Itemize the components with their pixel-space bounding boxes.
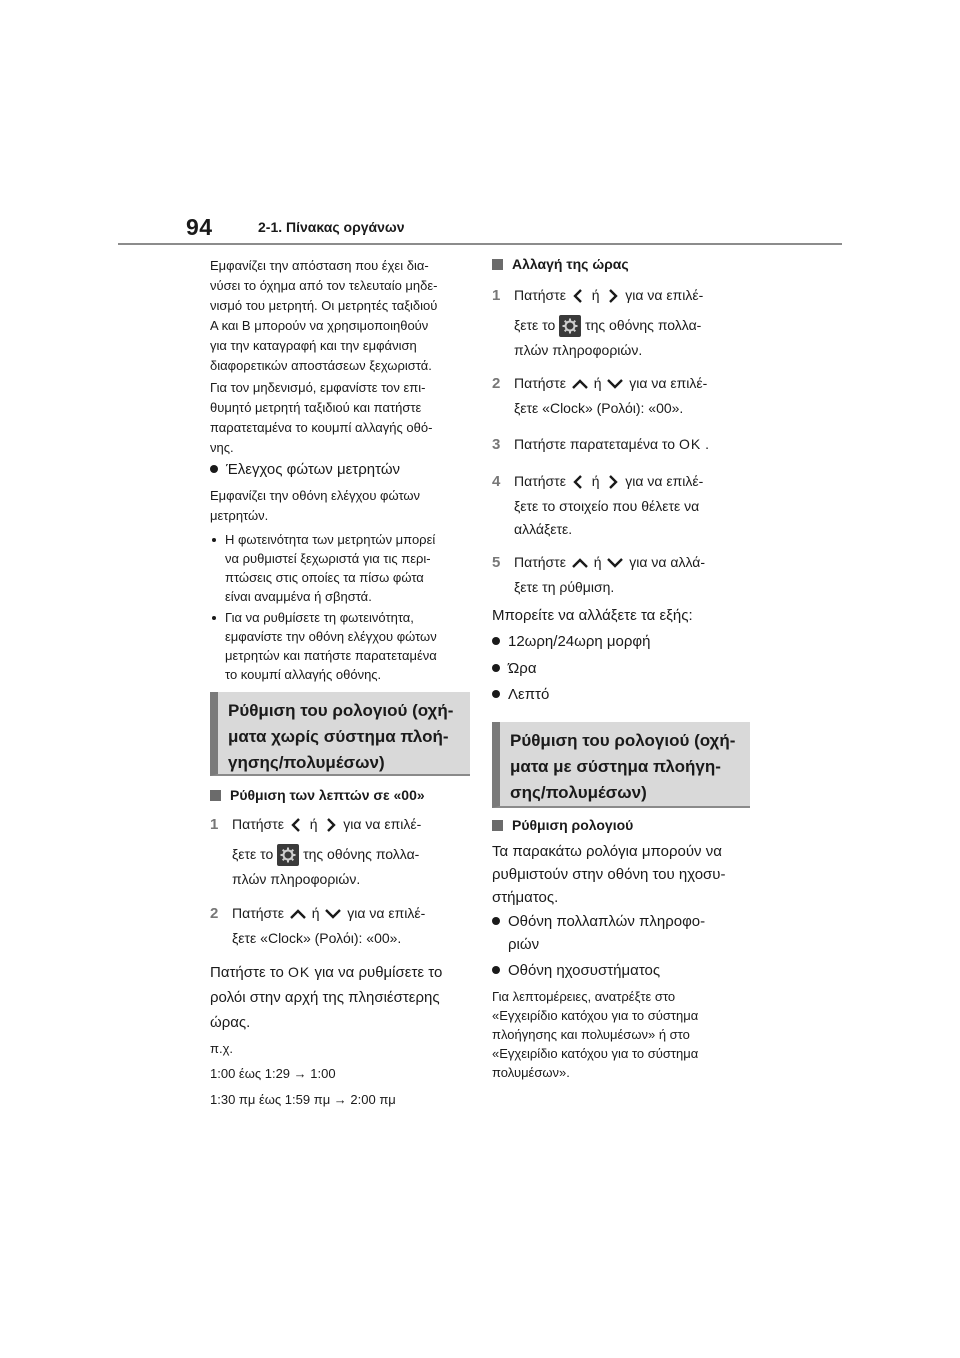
step-text: Πατήστε bbox=[232, 905, 284, 921]
step-text: της οθόνης πολλα- bbox=[303, 846, 420, 862]
right-step-3 bbox=[492, 433, 754, 459]
text-line: στήματος. bbox=[492, 889, 559, 906]
step-text: για να επιλέ- bbox=[629, 375, 708, 391]
step-text: αλλάξετε. bbox=[514, 521, 573, 537]
step-text: ξετε «Clock» (Ρολόι): «00». bbox=[232, 930, 402, 946]
bullet-audio-display bbox=[492, 959, 660, 982]
chevron-right-icon bbox=[603, 473, 621, 491]
box-title-line: Ρύθμιση του ρολογιού (οχή- bbox=[510, 731, 736, 750]
text-line: είναι αναμμένα ή σβηστά. bbox=[225, 589, 372, 604]
text-line: διαφορετικών αποστάσεων ξεχωριστά. bbox=[210, 358, 432, 373]
text-line: νισμό του μετρητή. Οι μετρητές ταξιδιού bbox=[210, 298, 438, 313]
bullet-dot bbox=[492, 664, 500, 672]
text-line: Για λεπτομέρειες, ανατρέξτε στο bbox=[492, 989, 676, 1004]
text-line: Η φωτεινότητα των μετρητών μπορεί bbox=[225, 532, 436, 547]
text-line: μετρητών και πατήστε παρατεταμένα bbox=[225, 648, 437, 663]
step-text: για να επιλέ- bbox=[343, 816, 422, 832]
chevron-right-icon bbox=[321, 816, 339, 834]
text-line: Εμφανίζει την οθόνη ελέγχου φώτων bbox=[210, 488, 421, 503]
example-1: 1:00 έως 1:29 → 1:00 bbox=[210, 1066, 336, 1081]
bullet-dot bbox=[492, 966, 500, 974]
step-text: Πατήστε bbox=[232, 816, 284, 832]
section-box-clock-no-nav bbox=[210, 692, 470, 776]
step-text: Πατήστε bbox=[514, 287, 566, 303]
sub-bullet-2 bbox=[212, 608, 437, 684]
step-text: για να επιλέ- bbox=[347, 905, 426, 921]
subsection-minutes-00 bbox=[210, 787, 425, 803]
text-line: ρολόι στην αρχή της πλησιέστερης bbox=[210, 989, 440, 1006]
step-text: ξετε το bbox=[514, 317, 556, 333]
text-line: «Εγχειρίδιο κατόχου για το σύστημα bbox=[492, 1046, 699, 1061]
clocks-description bbox=[492, 840, 754, 909]
box-title-line: ματα με σύστημα πλοήγη- bbox=[510, 757, 721, 776]
bullet-12-24 bbox=[492, 630, 650, 653]
text-line: για να ρυθμίσετε το bbox=[314, 964, 443, 981]
section-box-clock-with-nav bbox=[492, 722, 750, 808]
text-line: Πατήστε το bbox=[210, 964, 284, 981]
box-title-line: ματα χωρίς σύστημα πλοή- bbox=[228, 727, 449, 746]
square-marker-icon bbox=[492, 820, 503, 831]
bullet-text: 12ωρη/24ωρη μορφή bbox=[508, 633, 651, 650]
settings-gear-icon bbox=[559, 315, 581, 337]
step-text: . bbox=[705, 436, 709, 452]
text-line: πτώσεις στις οποίες τα πίσω φώτα bbox=[225, 570, 424, 585]
meter-light-description bbox=[210, 486, 420, 526]
sub-bullet-1 bbox=[212, 530, 435, 606]
subsection-clock-setting bbox=[492, 817, 633, 833]
step-text: ή bbox=[591, 473, 600, 489]
step-text: Πατήστε bbox=[514, 375, 566, 391]
step-number: 4 bbox=[492, 473, 501, 490]
chevron-left-icon bbox=[288, 816, 306, 834]
chevron-down-icon bbox=[605, 555, 625, 571]
bullet-meter-light-control bbox=[210, 458, 400, 481]
step-text: ή bbox=[309, 816, 318, 832]
bullet-text: Λεπτό bbox=[508, 686, 550, 703]
bullet-dot bbox=[210, 465, 218, 473]
step-number: 2 bbox=[210, 905, 219, 922]
step-text: ξετε το bbox=[232, 846, 274, 862]
text-line: θυμητό μετρητή ταξιδιού και πατήστε bbox=[210, 400, 422, 415]
subsection-title: Ρύθμιση ρολογιού bbox=[512, 817, 634, 833]
subsection-title: Αλλαγή της ώρας bbox=[512, 256, 629, 272]
bullet-text: ριών bbox=[508, 936, 540, 953]
text-line: Για τον μηδενισμό, εμφανίστε τον επι- bbox=[210, 380, 426, 395]
chevron-right-icon bbox=[603, 287, 621, 305]
example-label: π.χ. bbox=[210, 1041, 234, 1056]
step-text: της οθόνης πολλα- bbox=[585, 317, 702, 333]
step-text: για να αλλά- bbox=[629, 554, 706, 570]
step-number: 1 bbox=[492, 287, 501, 304]
text-line: για την καταγραφή και την εμφάνιση bbox=[210, 338, 417, 353]
chevron-up-icon bbox=[570, 555, 590, 571]
step-number: 3 bbox=[492, 436, 501, 453]
step-text: ξετε το στοιχείο που θέλετε να bbox=[514, 498, 700, 514]
text-line: νύσει το όχημα από τον τελευταίο μηδε- bbox=[210, 278, 438, 293]
text-line: εμφανίστε την οθόνη ελέγχου φώτων bbox=[225, 629, 437, 644]
chevron-down-icon bbox=[323, 906, 343, 922]
bullet-minute bbox=[492, 683, 549, 706]
bullet-hour bbox=[492, 657, 537, 680]
sub-bullet-dot bbox=[212, 616, 216, 620]
text-line: A και B μπορούν να χρησιμοποιηθούν bbox=[210, 318, 429, 333]
chevron-up-icon bbox=[288, 906, 308, 922]
chevron-left-icon bbox=[570, 473, 588, 491]
step-text: για να επιλέ- bbox=[625, 287, 704, 303]
page-number: 94 bbox=[186, 214, 213, 240]
bullet-dot bbox=[492, 917, 500, 925]
text-line: Εμφανίζει την απόσταση που έχει δια- bbox=[210, 258, 429, 273]
text-line: ώρας. bbox=[210, 1014, 251, 1031]
bullet-dot bbox=[492, 637, 500, 645]
ok-instruction bbox=[210, 960, 472, 1035]
step-text: ή bbox=[593, 375, 602, 391]
box-title-line: γησης/πολυμέσων) bbox=[228, 753, 385, 772]
square-marker-icon bbox=[210, 790, 221, 801]
square-marker-icon bbox=[492, 259, 503, 270]
text-line: Για να ρυθμίσετε τη φωτεινότητα, bbox=[225, 610, 414, 625]
step-text: πλών πληροφοριών. bbox=[514, 342, 643, 358]
text-line: νης. bbox=[210, 440, 234, 455]
text-line: παρατεταμένα το κουμπί αλλαγής οθό- bbox=[210, 420, 433, 435]
chevron-left-icon bbox=[570, 287, 588, 305]
text-line: ρυθμιστούν στην οθόνη του ηχοσυ- bbox=[492, 866, 726, 883]
text-line: πλοήγησης και πολυμέσων» ή στο bbox=[492, 1027, 690, 1042]
left-step-2 bbox=[210, 902, 472, 952]
example-2: 1:30 πμ έως 1:59 πμ → 2:00 πμ bbox=[210, 1092, 396, 1107]
bullet-text: Οθόνη πολλαπλών πληροφο- bbox=[508, 913, 706, 930]
chapter-title: 2-1. Πίνακας οργάνων bbox=[258, 219, 405, 235]
step-number: 2 bbox=[492, 375, 501, 392]
header-rule bbox=[118, 243, 842, 245]
right-step-5 bbox=[492, 551, 754, 601]
reset-description bbox=[210, 378, 472, 458]
step-text: Πατήστε bbox=[514, 554, 566, 570]
text-line: μετρητών. bbox=[210, 508, 269, 523]
text-line: πολυμέσων». bbox=[492, 1065, 570, 1080]
step-number: 5 bbox=[492, 554, 501, 571]
can-change-label: Μπορείτε να αλλάξετε τα εξής: bbox=[492, 607, 693, 624]
step-text: ξετε «Clock» (Ρολόι): «00». bbox=[514, 400, 684, 416]
right-step-1 bbox=[492, 284, 754, 364]
box-title-line: σης/πολυμέσων) bbox=[510, 783, 647, 802]
bullet-dot bbox=[492, 690, 500, 698]
sub-bullet-dot bbox=[212, 538, 216, 542]
step-text: ή bbox=[591, 287, 600, 303]
settings-gear-icon bbox=[277, 844, 299, 866]
step-text: ή bbox=[311, 905, 320, 921]
step-number: 1 bbox=[210, 816, 219, 833]
text-line: «Εγχειρίδιο κατόχου για το σύστημα bbox=[492, 1008, 699, 1023]
bullet-text: Ώρα bbox=[508, 660, 537, 677]
text-line: να ρυθμιστεί ξεχωριστά για τις περι- bbox=[225, 551, 431, 566]
right-step-4 bbox=[492, 470, 754, 545]
bullet-text: Οθόνη ηχοσυστήματος bbox=[508, 962, 661, 979]
right-step-2 bbox=[492, 372, 754, 422]
step-text: Πατήστε bbox=[514, 473, 566, 489]
step-text: ξετε τη ρύθμιση. bbox=[514, 579, 615, 595]
bullet-multi-info-display bbox=[492, 910, 705, 956]
left-step-1 bbox=[210, 813, 472, 893]
step-text: για να επιλέ- bbox=[625, 473, 704, 489]
chevron-up-icon bbox=[570, 376, 590, 392]
ok-button-label: OK bbox=[288, 964, 311, 980]
box-title-line: Ρύθμιση του ρολογιού (οχή- bbox=[228, 701, 454, 720]
trip-meter-description bbox=[210, 256, 472, 376]
text-line: Τα παρακάτω ρολόγια μπορούν να bbox=[492, 843, 722, 860]
chevron-down-icon bbox=[605, 376, 625, 392]
step-text: Πατήστε παρατεταμένα το bbox=[514, 436, 676, 452]
step-text: ή bbox=[593, 554, 602, 570]
bullet-text: Έλεγχος φώτων μετρητών bbox=[226, 461, 401, 478]
text-line: το κουμπί αλλαγής οθόνης. bbox=[225, 667, 382, 682]
reference-note bbox=[492, 987, 754, 1082]
subsection-title: Ρύθμιση των λεπτών σε «00» bbox=[230, 787, 425, 803]
ok-button-label: OK bbox=[678, 436, 702, 452]
step-text: πλών πληροφοριών. bbox=[232, 871, 361, 887]
subsection-change-time bbox=[492, 256, 629, 272]
